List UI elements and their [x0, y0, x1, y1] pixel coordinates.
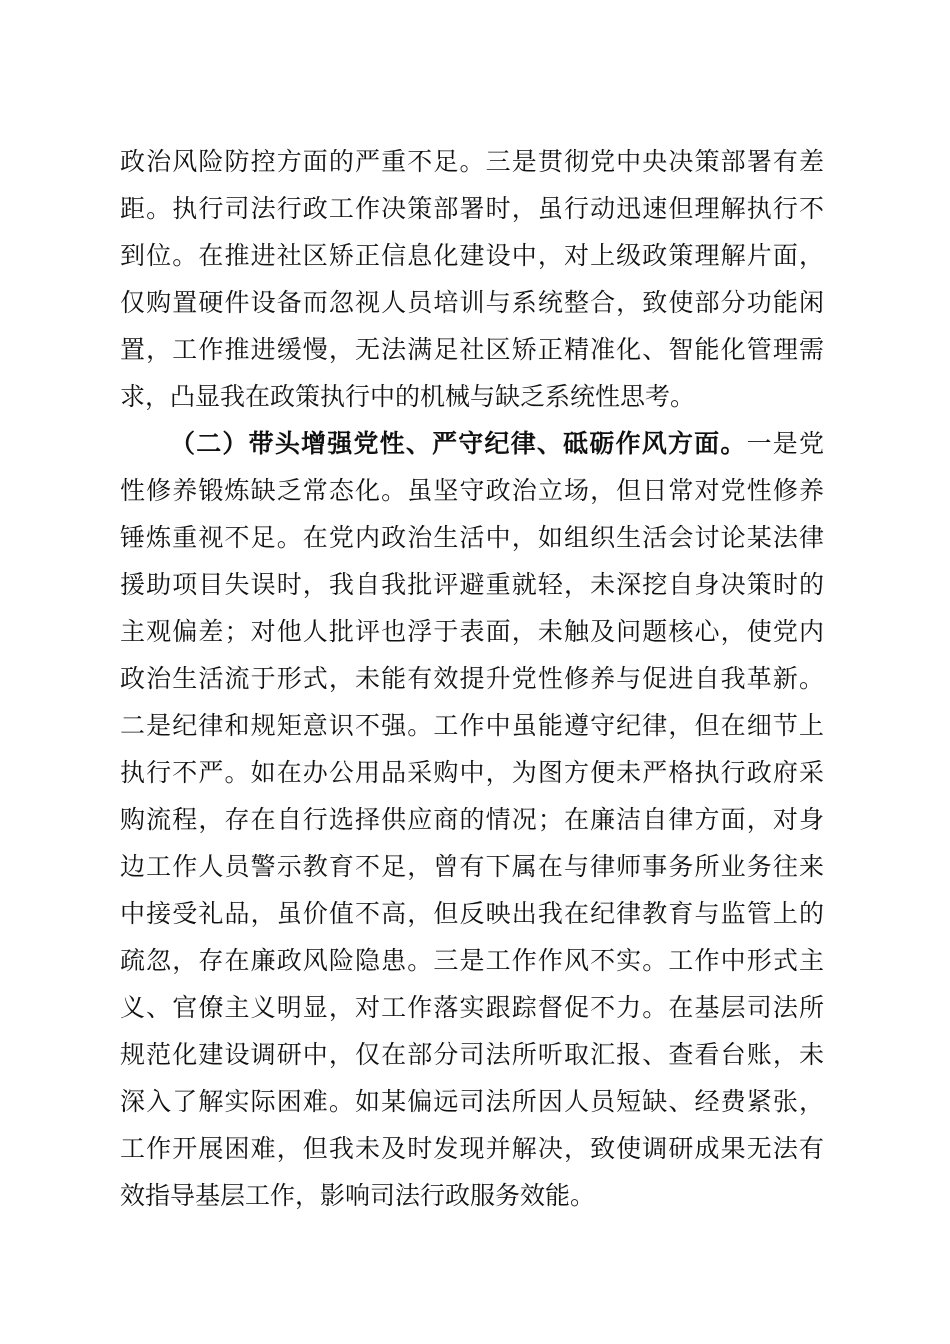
paragraph-2-line-13: 义、官僚主义明显，对工作落实跟踪督促不力。在基层司法所 — [120, 993, 824, 1022]
paragraph-2-line-1 — [170, 422, 824, 466]
paragraph-1-line-5: 置，工作推进缓慢，无法满足社区矫正精准化、智能化管理需 — [120, 335, 824, 364]
paragraph-1-line-3: 到位。在推进社区矫正信息化建设中，对上级政策理解片面， — [120, 241, 824, 270]
paragraph-2-line-7: 二是纪律和规矩意识不强。工作中虽能遵守纪律，但在细节上 — [120, 711, 824, 740]
paragraph-2-line-8: 执行不严。如在办公用品采购中，为图方便未严格执行政府采 — [120, 758, 824, 787]
section-heading-rest: 一是党 — [746, 429, 824, 458]
paragraph-1-line-2: 距。执行司法行政工作决策部署时，虽行动迅速但理解执行不 — [120, 194, 824, 223]
paragraph-2-line-9: 购流程，存在自行选择供应商的情况；在廉洁自律方面，对身 — [120, 805, 824, 834]
paragraph-1-line-6: 求，凸显我在政策执行中的机械与缺乏系统性思考。 — [120, 382, 696, 411]
paragraph-2-line-5: 主观偏差；对他人批评也浮于表面，未触及问题核心，使党内 — [120, 617, 824, 646]
paragraph-2-line-17: 效指导基层工作，影响司法行政服务效能。 — [120, 1181, 596, 1210]
paragraph-2-line-12: 疏忽，存在廉政风险隐患。三是工作作风不实。工作中形式主 — [120, 946, 824, 975]
paragraph-1-line-1: 政治风险防控方面的严重不足。三是贯彻党中央决策部署有差 — [120, 147, 824, 176]
paragraph-2-line-15: 深入了解实际困难。如某偏远司法所因人员短缺、经费紧张， — [120, 1087, 824, 1116]
paragraph-2-line-11: 中接受礼品，虽价值不高，但反映出我在纪律教育与监管上的 — [120, 899, 824, 928]
paragraph-2-line-10: 边工作人员警示教育不足，曾有下属在与律师事务所业务往来 — [120, 852, 824, 881]
section-heading: （二）带头增强党性、严守纪律、砥砺作风方面。 — [170, 429, 747, 458]
paragraph-1-line-4: 仅购置硬件设备而忽视人员培训与系统整合，致使部分功能闲 — [120, 288, 824, 317]
paragraph-2-line-14: 规范化建设调研中，仅在部分司法所听取汇报、查看台账，未 — [120, 1040, 824, 1069]
paragraph-2-line-6: 政治生活流于形式，未能有效提升党性修养与促进自我革新。 — [120, 664, 824, 693]
paragraph-2-line-2: 性修养锻炼缺乏常态化。虽坚守政治立场，但日常对党性修养 — [120, 476, 824, 505]
paragraph-2-line-16: 工作开展困难，但我未及时发现并解决，致使调研成果无法有 — [120, 1134, 824, 1163]
paragraph-2-line-4: 援助项目失误时，我自我批评避重就轻，未深挖自身决策时的 — [120, 570, 824, 599]
paragraph-2-line-3: 锤炼重视不足。在党内政治生活中，如组织生活会讨论某法律 — [120, 523, 824, 552]
